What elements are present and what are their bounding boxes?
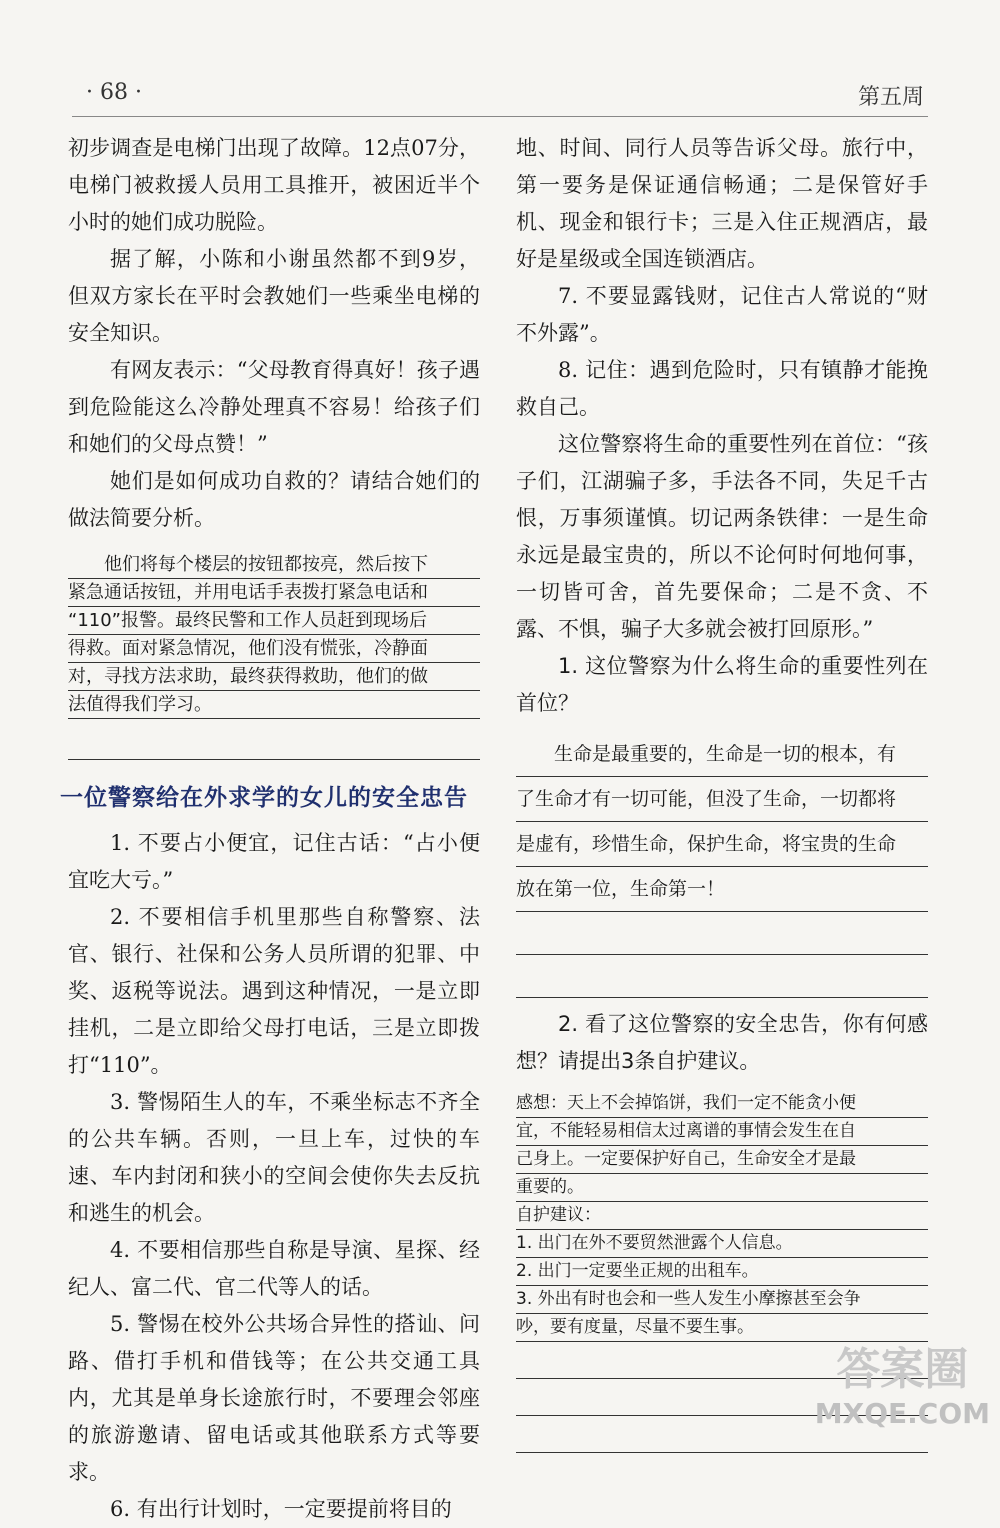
list-item: 1. 不要占小便宜，记住古话：“占小便宜吃大亏。” bbox=[68, 831, 480, 892]
answer-line: 自护建议： bbox=[516, 1202, 928, 1230]
answer-line: 紧急通话按钮，并用电话手表拨打紧急电话和 bbox=[68, 579, 480, 607]
paragraph: 地、时间、同行人员等告诉父母。旅行中，第一要务是保证通信畅通；二是保管好手机、现金和银行卡；三是入住正规酒店，最好是星级或全国连锁酒店。 bbox=[516, 136, 928, 271]
answer-line: 2. 出门一定要坐正规的出租车。 bbox=[516, 1258, 928, 1286]
answer-area bbox=[68, 551, 480, 760]
watermark bbox=[815, 1333, 990, 1430]
list-item: 7. 不要显露钱财，记住古人常说的“财不外露”。 bbox=[516, 284, 928, 345]
question: 1. 这位警察为什么将生命的重要性列在首位？ bbox=[516, 654, 928, 715]
list-item: 5. 警惕在校外公共场合异性的搭讪、问路、借打手机和借钱等；在公共交通工具内，尤其是单身长途旅行时，不要理会邻座的旅游邀请、留电话或其他联系方式等要求。 bbox=[68, 1312, 480, 1484]
answer-line: 他们将每个楼层的按钮都按亮，然后按下 bbox=[68, 551, 480, 579]
paragraph: 有网友表示：“父母教育得真好！孩子遇到危险能这么冷静处理真不容易！给孩子们和她们的父母点赞！” bbox=[68, 358, 480, 456]
answer-line: 宜，不能轻易相信太过离谱的事情会发生在自 bbox=[516, 1118, 928, 1146]
question: 她们是如何成功自救的？请结合她们的做法简要分析。 bbox=[68, 469, 480, 530]
question: 2. 看了这位警察的安全忠告，你有何感想？请提出3条自护建议。 bbox=[516, 1012, 928, 1073]
list-item: 8. 记住：遇到危险时，只有镇静才能挽救自己。 bbox=[516, 358, 928, 419]
answer-line-blank bbox=[516, 912, 928, 955]
answer-line: 法值得我们学习。 bbox=[68, 691, 480, 719]
answer-line: 重要的。 bbox=[516, 1174, 928, 1202]
answer-line: 了生命才有一切可能，但没了生命，一切都将 bbox=[516, 777, 928, 822]
watermark-url: MXQE.COM bbox=[814, 1397, 990, 1430]
list-item: 6. 有出行计划时，一定要提前将目的 bbox=[110, 1497, 452, 1521]
answer-line: 吵，要有度量，尽量不要生事。 bbox=[516, 1314, 928, 1342]
answer-line-blank bbox=[68, 719, 480, 760]
paragraph: 这位警察将生命的重要性列在首位：“孩子们，江湖骗子多，手法各不同，失足千古恨，万事须谨慎。切记两条铁律：一是生命永远是最宝贵的，所以不论何时何地何事，一切皆可舍，首先要保命；二是不贪、不露、不惧，骗子大多就会被打回原形。” bbox=[516, 432, 928, 641]
answer-line: 1. 出门在外不要贸然泄露个人信息。 bbox=[516, 1230, 928, 1258]
answer-line: 生命是最重要的，生命是一切的根本，有 bbox=[516, 732, 928, 777]
answer-line-blank bbox=[516, 955, 928, 998]
answer-line: 感想：天上不会掉馅饼，我们一定不能贪小便 bbox=[516, 1090, 928, 1118]
list-item: 3. 警惕陌生人的车，不乘坐标志不齐全的公共车辆。否则，一旦上车，过快的车速、车内封闭和狭小的空间会使你失去反抗和逃生的机会。 bbox=[68, 1090, 480, 1225]
paragraph: 初步调查是电梯门出现了故障。12点07分，电梯门被救援人员用工具推开，被困近半个小时的她们成功脱险。 bbox=[68, 136, 480, 234]
header-rule bbox=[72, 116, 928, 117]
watermark-logo: 答案圈 bbox=[836, 1344, 969, 1395]
answer-line: 己身上。一定要保护好自己，生命安全才是最 bbox=[516, 1146, 928, 1174]
answer-line: 得救。面对紧急情况，他们没有慌张，冷静面 bbox=[68, 635, 480, 663]
list-item: 4. 不要相信那些自称是导演、星探、经纪人、富二代、官二代等人的话。 bbox=[68, 1238, 480, 1299]
section-title: 一位警察给在外求学的女儿的安全忠告 bbox=[60, 785, 468, 811]
list-item: 2. 不要相信手机里那些自称警察、法官、银行、社保和公务人员所谓的犯罪、中奖、返税等说法。遇到这种情况，一是立即挂机，二是立即给父母打电话，三是立即拨打“110”。 bbox=[68, 905, 480, 1077]
paragraph: 据了解，小陈和小谢虽然都不到9岁，但双方家长在平时会教她们一些乘坐电梯的安全知识。 bbox=[68, 247, 480, 345]
answer-line: 对，寻找方法求助，最终获得救助，他们的做 bbox=[68, 663, 480, 691]
left-column bbox=[60, 130, 480, 1528]
answer-line: 3. 外出有时也会和一些人发生小摩擦甚至会争 bbox=[516, 1286, 928, 1314]
answer-line: 放在第一位，生命第一！ bbox=[516, 867, 928, 912]
week-label: 第五周 bbox=[857, 85, 924, 110]
answer-area bbox=[516, 732, 928, 998]
answer-line: “110”报警。最终民警和工作人员赶到现场后 bbox=[68, 607, 480, 635]
page-number: · 68 · bbox=[86, 80, 142, 105]
right-column bbox=[516, 130, 928, 1453]
answer-line: 是虚有，珍惜生命，保护生命，将宝贵的生命 bbox=[516, 822, 928, 867]
